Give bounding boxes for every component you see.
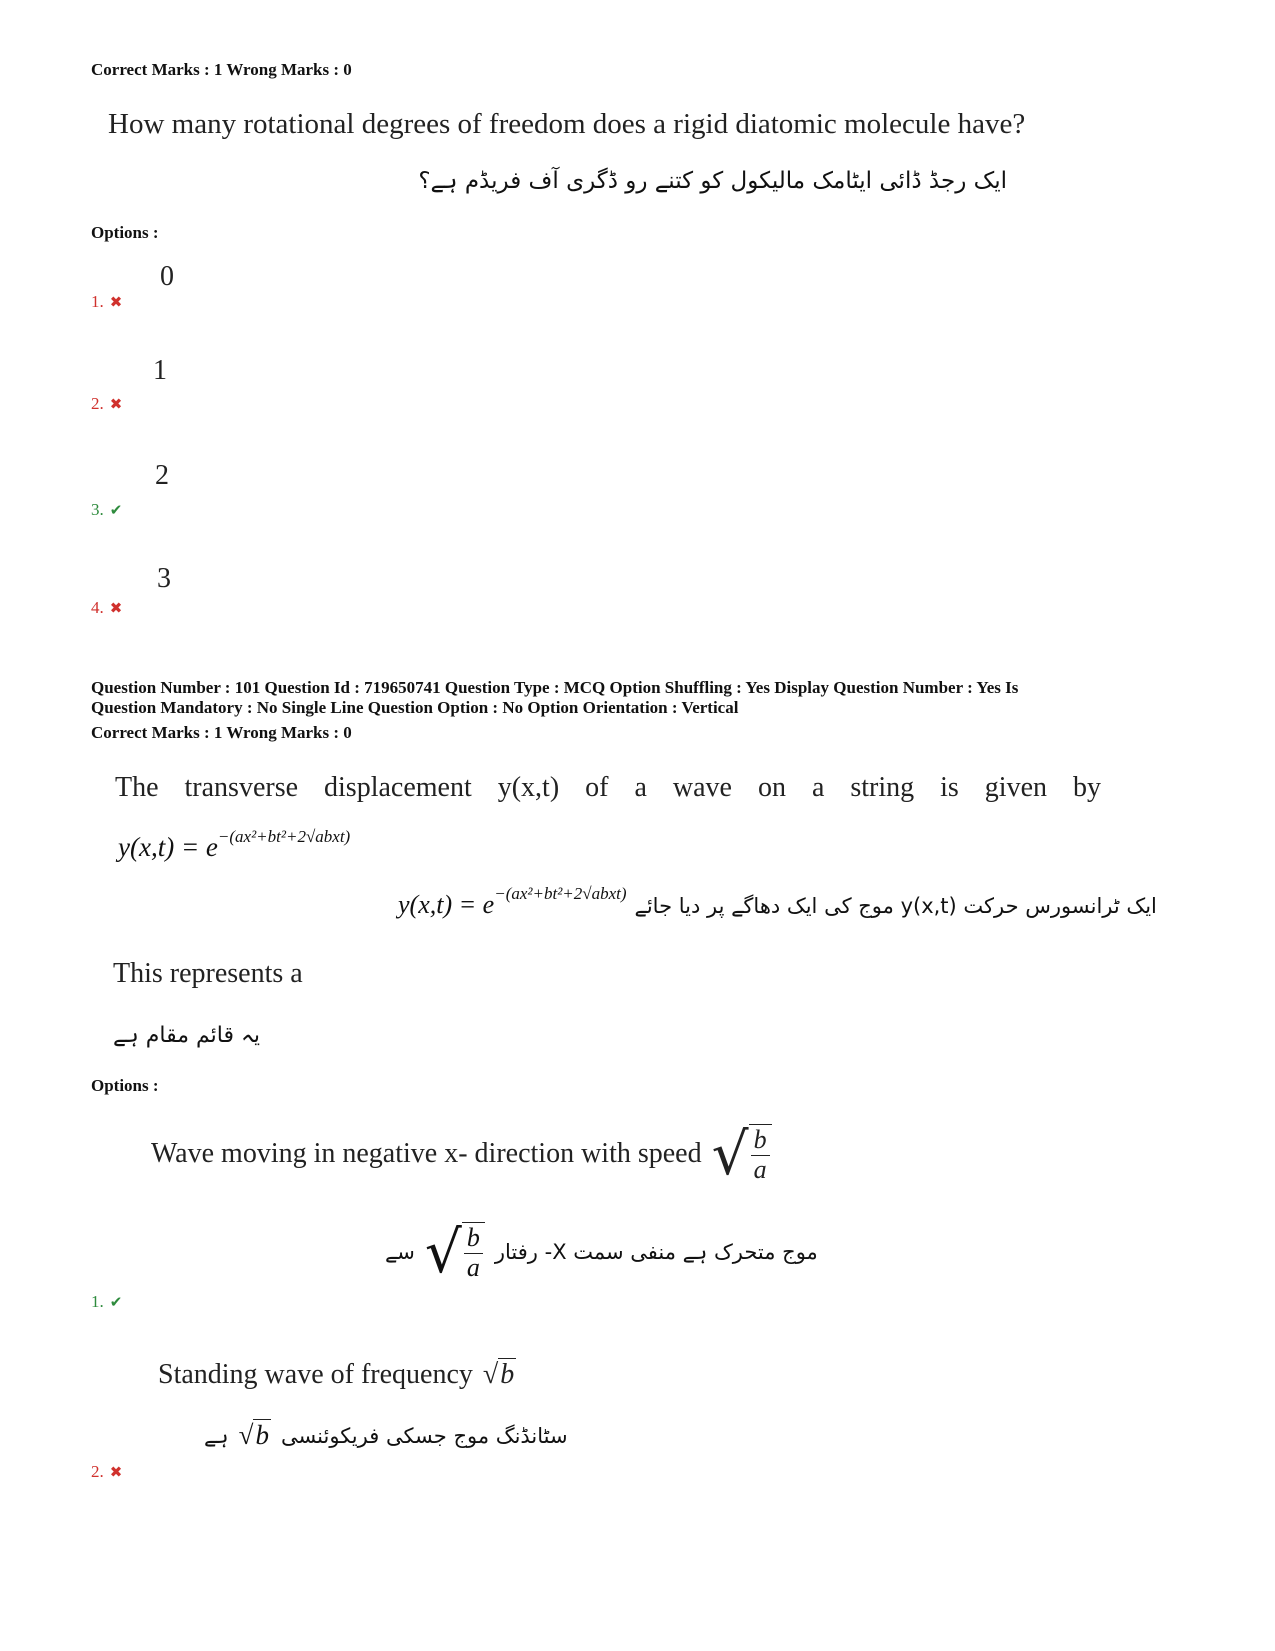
sqrt-fraction: √ $\frac{b}{a}$ [425,1222,485,1282]
sqrt-expression: √b [238,1420,269,1450]
option-1-ur: سے √ $\frac{b}{a}$ موج متحرک ہے منفی سمت X- رفتار [385,1218,818,1286]
wave-formula: $y(x,t) = e^{-(ax^2+bt^2+2√abxt)}$ [118,827,351,862]
wrong-icon: ✖ [109,599,123,617]
options-label: Options : [91,1076,159,1095]
options-label: Options : [91,223,159,242]
option-2-ur: ہے √b سٹانڈنگ موج جسکی فریکوئنسی [204,1420,568,1450]
question-text-ur: ایک رجڈ ڈائی ایٹامک مالیکول کو کتنے رو ڈگری آف فریڈم ہے؟ [418,168,1007,194]
option-1-en: Wave moving in negative x- direction with speed √ $\frac{b}{a}$ [151,1124,772,1184]
check-icon: ✔ [109,501,123,519]
correct-marks-line: Correct Marks : 1 Wrong Marks : 0 [91,60,352,79]
wave-formula-ur: $y(x,t) = e^{-(ax^2+bt^2+2√abxt)}$ [398,884,627,919]
correct-marks-line: Correct Marks : 1 Wrong Marks : 0 [91,723,352,742]
question-text-ur: ایک ٹرانسورس حرکت y(x,t) موج کی ایک دھاگے پر دیا جائے [634,894,1157,918]
question-text-en: The transverse displacement y(x,t) of a wave on a string is given by [115,772,1101,803]
option-value: 2 [155,460,169,491]
option-number: 4. ✖ [91,598,123,617]
wrong-icon: ✖ [109,293,123,311]
represents-text-en: This represents a [113,958,303,989]
question-text-en: How many rotational degrees of freedom does a rigid diatomic molecule have? [108,108,1026,140]
represents-text-ur: یہ قائم مقام ہے [113,1023,260,1048]
wrong-icon: ✖ [109,395,123,413]
question-text-ur-line [398,884,1157,920]
option-value: 0 [160,261,174,292]
option-number: 1. ✖ [91,292,123,311]
check-icon: ✔ [109,1293,123,1311]
sqrt-fraction: √ $\frac{b}{a}$ [712,1124,772,1184]
option-2-en: Standing wave of frequency √b [158,1359,515,1390]
option-number: 2. ✖ [91,394,123,413]
option-number: 1. ✔ [91,1292,123,1311]
option-value: 1 [153,355,167,386]
option-number: 2. ✖ [91,1462,123,1481]
wrong-icon: ✖ [109,1463,123,1481]
question-meta-line-2: Question Mandatory : No Single Line Question Option : No Option Orientation : Vertical [91,698,739,717]
sqrt-expression: √b [482,1359,515,1390]
question-meta-line-1: Question Number : 101 Question Id : 719650741 Question Type : MCQ Option Shuffling : Yes Display Question Number : Yes Is [91,678,1019,697]
option-value: 3 [157,563,171,594]
option-number: 3. ✔ [91,500,123,519]
